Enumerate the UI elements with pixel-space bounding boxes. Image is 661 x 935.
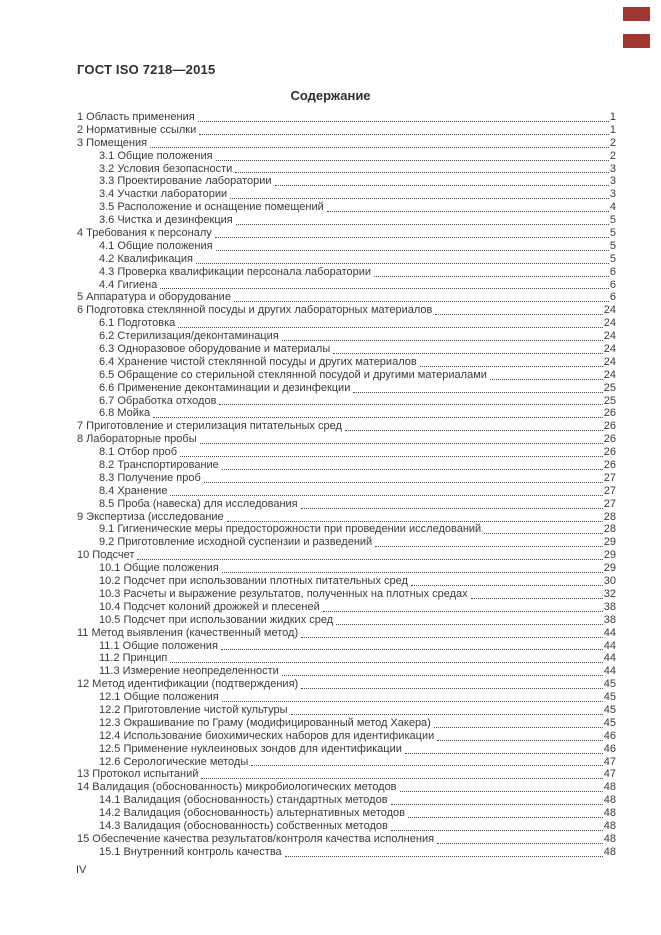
toc-entry-label: 3 Помещения [77, 136, 148, 149]
toc-entry-label: 8.1 Отбор проб [99, 446, 178, 459]
red-corner-marker-top [623, 7, 650, 21]
toc-entry [77, 652, 616, 665]
toc-entry [77, 704, 616, 717]
toc-entry-label: 3.4 Участки лаборатории [99, 188, 228, 201]
toc-entry [77, 794, 616, 807]
red-corner-marker-bottom [623, 34, 650, 48]
toc-entry-page: 32 [603, 587, 616, 600]
dot-leader [408, 816, 603, 818]
toc-entry-label: 10.3 Расчеты и выражение результатов, полученных на плотных средах [99, 587, 468, 600]
dot-leader [490, 378, 603, 380]
toc-entry-label: 9.1 Гигиенические меры предосторожности при проведении исследований [99, 523, 482, 536]
toc-entry [77, 163, 616, 176]
toc-entry-page: 24 [603, 304, 616, 317]
toc-entry-page: 48 [603, 807, 616, 820]
toc-entry-label: 3.6 Чистка и дезинфекция [99, 214, 233, 227]
toc-entry-page: 44 [603, 665, 616, 678]
toc-entry-label: 10.5 Подсчет при использовании жидких сред [99, 613, 334, 626]
toc-entry-label: 12.2 Приготовление чистой культуры [99, 703, 288, 716]
toc-entry-label: 1 Область применения [77, 110, 195, 123]
toc-entry-page: 2 [609, 136, 616, 149]
dot-leader [216, 159, 609, 161]
dot-leader [170, 661, 602, 663]
toc-entry-page: 26 [603, 459, 616, 472]
toc-entry-label: 12.6 Серологические методы [99, 755, 249, 768]
toc-entry-page: 6 [609, 265, 616, 278]
toc-entry-page: 25 [603, 381, 616, 394]
toc-entry-label: 2 Нормативные ссылки [77, 123, 197, 136]
dot-leader [336, 623, 603, 625]
toc-entry [77, 356, 616, 369]
toc-entry [77, 317, 616, 330]
toc-entry [77, 188, 616, 201]
toc-entry-label: 4.1 Общие положения [99, 239, 213, 252]
toc-entry [77, 472, 616, 485]
toc-entry-label: 14.3 Валидация (обоснованность) собственных методов [99, 819, 388, 832]
dot-leader [216, 249, 609, 251]
toc-entry [77, 214, 616, 227]
toc-entry-page: 28 [603, 523, 616, 536]
toc-entry [77, 433, 616, 446]
toc-entry-page: 30 [603, 575, 616, 588]
toc-entry-label: 11.3 Измерение неопределенности [99, 665, 279, 678]
toc-entry-label: 8.2 Транспортирование [99, 459, 219, 472]
dot-leader [434, 726, 603, 728]
toc-entry-label: 4.2 Квалификация [99, 252, 193, 265]
toc-entry-label: 13 Протокол испытаний [77, 768, 199, 781]
toc-entry-page: 47 [603, 768, 616, 781]
toc-entry-page: 1 [609, 123, 616, 136]
page-number-footer: IV [76, 864, 87, 876]
dot-leader [236, 223, 609, 225]
toc-entry-label: 6.5 Обращение со стерильной стеклянной посудой и другими материалами [99, 368, 487, 381]
toc-entry [77, 549, 616, 562]
toc-entry [77, 382, 616, 395]
toc-entry [77, 343, 616, 356]
dot-leader [153, 416, 603, 418]
toc-entry-page: 26 [603, 420, 616, 433]
toc-entry-page: 24 [603, 317, 616, 330]
dot-leader [160, 287, 609, 289]
toc-entry-label: 15.1 Внутренний контроль качества [99, 845, 282, 858]
toc-entry-page: 48 [603, 832, 616, 845]
toc-entry-page: 6 [609, 278, 616, 291]
dot-leader [291, 713, 603, 715]
toc-entry [77, 150, 616, 163]
toc-entry [77, 691, 616, 704]
toc-entry-page: 38 [603, 600, 616, 613]
toc-entry-page: 44 [603, 652, 616, 665]
toc-entry-label: 12.5 Применение нуклеиновых зондов для идентификации [99, 742, 402, 755]
toc-entry-page: 5 [609, 227, 616, 239]
toc-entry-label: 12.3 Окрашивание по Граму (модифицированный метод Хакера) [99, 716, 431, 729]
dot-leader [301, 687, 603, 689]
toc-entry-label: 4.3 Проверка квалификации персонала лаборатории [99, 265, 372, 278]
toc-entry-page: 28 [603, 510, 616, 523]
dot-leader [353, 391, 602, 393]
toc-entry-page: 45 [603, 703, 616, 716]
toc-entry-label: 3.2 Условия безопасности [99, 162, 233, 175]
toc-entry-page: 45 [603, 716, 616, 729]
toc-entry-page: 44 [603, 626, 616, 639]
toc-entry [77, 511, 616, 524]
toc-entry [77, 524, 616, 537]
dot-leader [251, 764, 603, 766]
dot-leader [234, 300, 609, 302]
toc-entry-page: 27 [603, 484, 616, 497]
toc-list [77, 111, 616, 859]
toc-entry [77, 291, 616, 304]
dot-leader [323, 610, 603, 612]
toc-entry-page: 44 [603, 639, 616, 652]
toc-entry-label: 5 Аппаратура и оборудование [77, 291, 231, 304]
toc-entry [77, 678, 616, 691]
dot-leader [196, 262, 609, 264]
dot-leader [374, 275, 609, 277]
toc-entry-label: 8 Лабораторные пробы [77, 433, 197, 446]
dot-leader [170, 494, 602, 496]
document-header: ГОСТ ISO 7218—2015 [77, 62, 216, 77]
toc-entry-page: 46 [603, 729, 616, 742]
toc-entry-label: 3.5 Расположение и оснащение помещений [99, 201, 324, 214]
dot-leader [285, 855, 603, 857]
toc-entry-page: 29 [603, 562, 616, 575]
toc-entry [77, 407, 616, 420]
toc-entry [77, 562, 616, 575]
dot-leader [327, 210, 609, 212]
toc-entry-label: 12.4 Использование биохимических наборов для идентификации [99, 729, 435, 742]
toc-entry [77, 175, 616, 188]
toc-entry-label: 6.8 Мойка [99, 407, 151, 420]
toc-entry-page: 48 [603, 845, 616, 858]
toc-entry [77, 640, 616, 653]
toc-entry-label: 10.1 Общие положения [99, 562, 219, 575]
toc-entry-label: 6.1 Подготовка [99, 317, 176, 330]
dot-leader [333, 352, 603, 354]
toc-entry-page: 46 [603, 742, 616, 755]
dot-leader [137, 558, 602, 560]
dot-leader [215, 236, 609, 238]
toc-entry [77, 266, 616, 279]
toc-entry [77, 420, 616, 433]
toc-entry-label: 8.3 Получение проб [99, 471, 201, 484]
toc-entry-page: 5 [609, 239, 616, 252]
dot-leader [282, 674, 603, 676]
toc-entry-page: 47 [603, 755, 616, 768]
toc-entry-label: 6.6 Применение деконтаминации и дезинфекции [99, 381, 351, 394]
toc-entry [77, 279, 616, 292]
toc-entry [77, 588, 616, 601]
toc-entry [77, 756, 616, 769]
toc-entry-label: 11 Метод выявления (качественный метод) [77, 626, 299, 639]
toc-entry [77, 498, 616, 511]
toc-entry [77, 485, 616, 498]
toc-entry-label: 4.4 Гигиена [99, 278, 158, 291]
dot-leader [301, 636, 603, 638]
dot-leader [275, 184, 609, 186]
toc-entry-page: 25 [603, 394, 616, 407]
dot-leader [471, 597, 603, 599]
toc-entry-page: 38 [603, 613, 616, 626]
toc-entry-label: 6.3 Одноразовое оборудование и материалы [99, 343, 331, 356]
toc-entry-label: 6.4 Хранение чистой стеклянной посуды и других материалов [99, 355, 417, 368]
dot-leader [405, 752, 603, 754]
toc-entry-label: 8.5 Проба (навеска) для исследования [99, 497, 298, 510]
toc-entry [77, 846, 616, 859]
toc-entry-label: 4 Требования к персоналу [77, 227, 212, 239]
toc-entry [77, 446, 616, 459]
dot-leader [219, 403, 602, 405]
toc-entry-label: 11.2 Принцип [99, 652, 168, 665]
toc-entry-page: 5 [609, 252, 616, 265]
dot-leader [235, 171, 609, 173]
dot-leader [437, 739, 602, 741]
toc-entry [77, 627, 616, 640]
toc-entry-page: 45 [603, 691, 616, 704]
toc-entry-label: 8.4 Хранение [99, 484, 168, 497]
toc-entry [77, 614, 616, 627]
toc-entry [77, 536, 616, 549]
toc-entry-label: 9.2 Приготовление исходной суспензии и разведений [99, 536, 373, 549]
toc-entry-label: 3.1 Общие положения [99, 149, 213, 162]
toc-entry [77, 201, 616, 214]
toc-entry-page: 29 [603, 549, 616, 562]
toc-entry [77, 575, 616, 588]
toc-entry-page: 24 [603, 368, 616, 381]
toc-entry-label: 3.3 Проектирование лаборатории [99, 175, 272, 188]
toc-entry [77, 730, 616, 743]
toc-entry-label: 14 Валидация (обоснованность) микробиологических методов [77, 781, 397, 794]
dot-leader [221, 648, 603, 650]
toc-entry [77, 111, 616, 124]
dot-leader [227, 520, 603, 522]
toc-entry [77, 227, 616, 240]
toc-entry-page: 3 [609, 162, 616, 175]
toc-entry-label: 6.2 Стерилизация/деконтаминация [99, 330, 279, 343]
dot-leader [204, 481, 603, 483]
dot-leader [199, 133, 609, 135]
toc-entry-label: 10.4 Подсчет колоний дрожжей и плесеней [99, 600, 320, 613]
toc-entry [77, 395, 616, 408]
dot-leader [411, 584, 603, 586]
toc-entry [77, 781, 616, 794]
toc-entry-label: 10.2 Подсчет при использовании плотных питательных сред [99, 575, 408, 588]
toc-entry [77, 820, 616, 833]
toc-entry-page: 27 [603, 471, 616, 484]
toc-entry-page: 3 [609, 175, 616, 188]
dot-leader [420, 365, 603, 367]
toc-entry-page: 48 [603, 781, 616, 794]
toc-entry-label: 6.7 Обработка отходов [99, 394, 217, 407]
toc-entry [77, 240, 616, 253]
toc-entry-page: 45 [603, 678, 616, 691]
toc-entry [77, 124, 616, 137]
toc-entry [77, 743, 616, 756]
toc-entry-page: 1 [609, 110, 616, 123]
dot-leader [222, 700, 603, 702]
dot-leader [180, 455, 603, 457]
toc-entry-page: 24 [603, 330, 616, 343]
dot-leader [200, 442, 603, 444]
toc-entry-page: 26 [603, 407, 616, 420]
dot-leader [178, 326, 603, 328]
toc-entry [77, 665, 616, 678]
toc-entry-page: 6 [609, 291, 616, 304]
toc-entry [77, 833, 616, 846]
toc-entry [77, 137, 616, 150]
dot-leader [391, 829, 603, 831]
toc-entry-page: 26 [603, 446, 616, 459]
toc-entry-label: 12 Метод идентификации (подтверждения) [77, 678, 299, 691]
toc-entry [77, 304, 616, 317]
toc-entry-page: 3 [609, 188, 616, 201]
dot-leader [484, 532, 603, 534]
toc-entry [77, 369, 616, 382]
dot-leader [301, 507, 603, 509]
toc-entry-page: 4 [609, 201, 616, 214]
toc-entry [77, 330, 616, 343]
toc-entry [77, 601, 616, 614]
dot-leader [222, 571, 603, 573]
toc-entry-label: 7 Приготовление и стерилизация питательных сред [77, 420, 342, 433]
dot-leader [282, 339, 603, 341]
toc-entry-page: 24 [603, 343, 616, 356]
toc-entry-page: 48 [603, 819, 616, 832]
toc-entry-page: 26 [603, 433, 616, 446]
toc-entry [77, 459, 616, 472]
toc-entry-page: 48 [603, 794, 616, 807]
toc-entry [77, 807, 616, 820]
dot-leader [198, 120, 609, 122]
toc-entry-label: 9 Экспертиза (исследование [77, 510, 224, 523]
toc-entry-page: 24 [603, 355, 616, 368]
dot-leader [437, 842, 603, 844]
toc-entry-page: 27 [603, 497, 616, 510]
toc-entry-page: 2 [609, 149, 616, 162]
dot-leader [391, 803, 603, 805]
toc-entry-label: 6 Подготовка стеклянной посуды и других лабораторных материалов [77, 304, 433, 317]
toc-entry-label: 14.1 Валидация (обоснованность) стандартных методов [99, 794, 388, 807]
dot-leader [435, 313, 602, 315]
dot-leader [230, 197, 609, 199]
dot-leader [222, 468, 603, 470]
dot-leader [150, 146, 609, 148]
toc-entry-page: 5 [609, 214, 616, 227]
toc-entry-label: 12.1 Общие положения [99, 691, 219, 704]
dot-leader [201, 777, 602, 779]
toc-entry-label: 11.1 Общие положения [99, 639, 218, 652]
toc-entry-label: 14.2 Валидация (обоснованность) альтернативных методов [99, 807, 406, 820]
dot-leader [400, 790, 603, 792]
toc-entry-label: 10 Подсчет [77, 549, 135, 562]
toc-entry-label: 15 Обеспечение качества результатов/контроля качества исполнения [77, 832, 435, 845]
dot-leader [375, 545, 603, 547]
contents-title: Содержание [290, 88, 371, 103]
toc-entry [77, 768, 616, 781]
toc-entry-page: 29 [603, 536, 616, 549]
dot-leader [345, 429, 603, 431]
toc-entry [77, 717, 616, 730]
toc-entry [77, 253, 616, 266]
